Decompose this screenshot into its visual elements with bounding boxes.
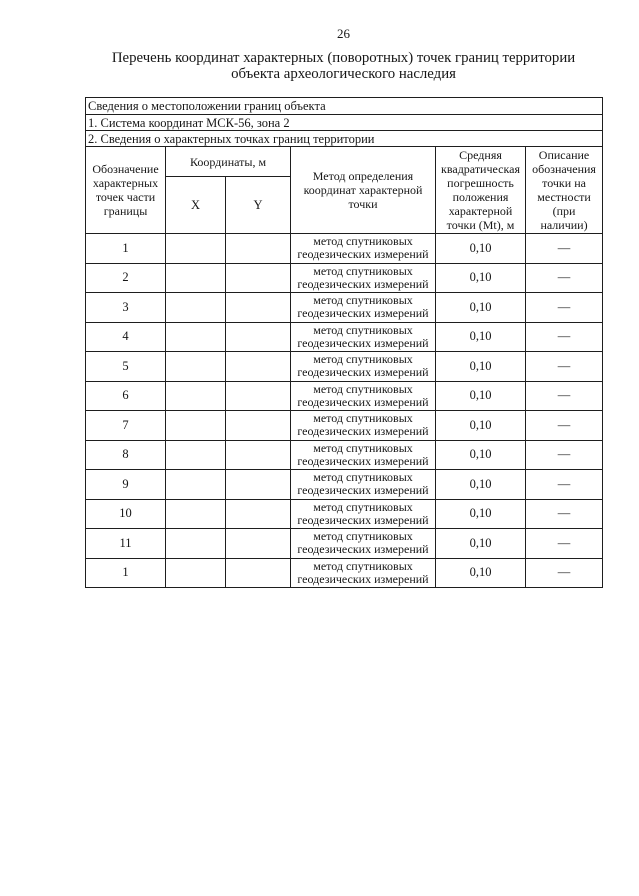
table-row <box>86 352 603 382</box>
y-cell <box>226 470 291 500</box>
description-cell: — <box>526 263 603 293</box>
table-header <box>86 98 603 234</box>
header-coordinates: Координаты, м <box>166 147 291 177</box>
description-cell: — <box>526 470 603 500</box>
description-cell: — <box>526 322 603 352</box>
header-point-id: Обозначение характерных точек части границы <box>86 147 166 234</box>
point-id-cell: 1 <box>86 234 166 264</box>
point-id-cell: 1 <box>86 558 166 588</box>
page-number: 26 <box>337 26 350 41</box>
method-cell: метод спутниковых геодезических измерений <box>291 411 436 441</box>
x-cell <box>166 293 226 323</box>
accuracy-cell: 0,10 <box>436 293 526 323</box>
description-cell: — <box>526 293 603 323</box>
table-row <box>86 440 603 470</box>
coordinate-system-row <box>86 115 603 131</box>
method-cell: метод спутниковых геодезических измерений <box>291 263 436 293</box>
location-header-cell: Сведения о местоположении границ объекта <box>86 98 603 115</box>
method-cell: метод спутниковых геодезических измерений <box>291 352 436 382</box>
accuracy-cell: 0,10 <box>436 352 526 382</box>
header-y: Y <box>226 177 291 234</box>
point-id-cell: 4 <box>86 322 166 352</box>
x-cell <box>166 470 226 500</box>
accuracy-cell: 0,10 <box>436 558 526 588</box>
x-cell <box>166 558 226 588</box>
table-row <box>86 234 603 264</box>
accuracy-cell: 0,10 <box>436 499 526 529</box>
accuracy-cell: 0,10 <box>436 234 526 264</box>
y-cell <box>226 234 291 264</box>
accuracy-cell: 0,10 <box>436 263 526 293</box>
y-cell <box>226 381 291 411</box>
y-cell <box>226 440 291 470</box>
table-row <box>86 293 603 323</box>
method-cell: метод спутниковых геодезических измерений <box>291 293 436 323</box>
description-cell: — <box>526 529 603 559</box>
points-header-cell: 2. Сведения о характерных точках границ территории <box>86 131 603 147</box>
x-cell <box>166 499 226 529</box>
point-id-cell: 7 <box>86 411 166 441</box>
point-id-cell: 8 <box>86 440 166 470</box>
location-header-row <box>86 98 603 115</box>
x-cell <box>166 440 226 470</box>
point-id-cell: 3 <box>86 293 166 323</box>
x-cell <box>166 529 226 559</box>
method-cell: метод спутниковых геодезических измерений <box>291 558 436 588</box>
column-header-row <box>86 147 603 177</box>
x-cell <box>166 381 226 411</box>
description-cell: — <box>526 499 603 529</box>
title-line-1: Перечень координат характерных (поворотных) точек границ территории <box>111 50 576 66</box>
accuracy-cell: 0,10 <box>436 411 526 441</box>
description-cell: — <box>526 381 603 411</box>
point-id-cell: 11 <box>86 529 166 559</box>
header-method: Метод определения координат характерной точки <box>291 147 436 234</box>
header-x: X <box>166 177 226 234</box>
table-row <box>86 263 603 293</box>
y-cell <box>226 558 291 588</box>
accuracy-cell: 0,10 <box>436 381 526 411</box>
accuracy-cell: 0,10 <box>436 322 526 352</box>
x-cell <box>166 352 226 382</box>
header-description: Описание обозначения точки на местности (при наличии) <box>526 147 603 234</box>
accuracy-cell: 0,10 <box>436 440 526 470</box>
point-id-cell: 2 <box>86 263 166 293</box>
y-cell <box>226 529 291 559</box>
table-row <box>86 411 603 441</box>
method-cell: метод спутниковых геодезических измерений <box>291 381 436 411</box>
points-header-row <box>86 131 603 147</box>
document-title <box>85 50 602 82</box>
y-cell <box>226 352 291 382</box>
description-cell: — <box>526 352 603 382</box>
method-cell: метод спутниковых геодезических измерений <box>291 234 436 264</box>
point-id-cell: 9 <box>86 470 166 500</box>
x-cell <box>166 234 226 264</box>
coordinate-system-cell: 1. Система координат МСК-56, зона 2 <box>86 115 603 131</box>
x-cell <box>166 263 226 293</box>
title-line-2: объекта археологического наследия <box>231 66 456 82</box>
y-cell <box>226 411 291 441</box>
table-row <box>86 322 603 352</box>
y-cell <box>226 322 291 352</box>
y-cell <box>226 263 291 293</box>
point-id-cell: 6 <box>86 381 166 411</box>
table-row <box>86 529 603 559</box>
y-cell <box>226 293 291 323</box>
description-cell: — <box>526 234 603 264</box>
description-cell: — <box>526 558 603 588</box>
method-cell: метод спутниковых геодезических измерений <box>291 440 436 470</box>
method-cell: метод спутниковых геодезических измерений <box>291 499 436 529</box>
accuracy-cell: 0,10 <box>436 529 526 559</box>
accuracy-cell: 0,10 <box>436 470 526 500</box>
x-cell <box>166 322 226 352</box>
point-id-cell: 5 <box>86 352 166 382</box>
x-cell <box>166 411 226 441</box>
point-id-cell: 10 <box>86 499 166 529</box>
method-cell: метод спутниковых геодезических измерений <box>291 470 436 500</box>
description-cell: — <box>526 411 603 441</box>
table-body <box>86 234 603 588</box>
table-row <box>86 558 603 588</box>
y-cell <box>226 499 291 529</box>
table-row <box>86 499 603 529</box>
header-accuracy: Средняя квадратическая погрешность положения характерной точки (Mt), м <box>436 147 526 234</box>
table-row <box>86 470 603 500</box>
method-cell: метод спутниковых геодезических измерений <box>291 322 436 352</box>
method-cell: метод спутниковых геодезических измерений <box>291 529 436 559</box>
coordinates-table <box>85 97 603 588</box>
description-cell: — <box>526 440 603 470</box>
table-row <box>86 381 603 411</box>
